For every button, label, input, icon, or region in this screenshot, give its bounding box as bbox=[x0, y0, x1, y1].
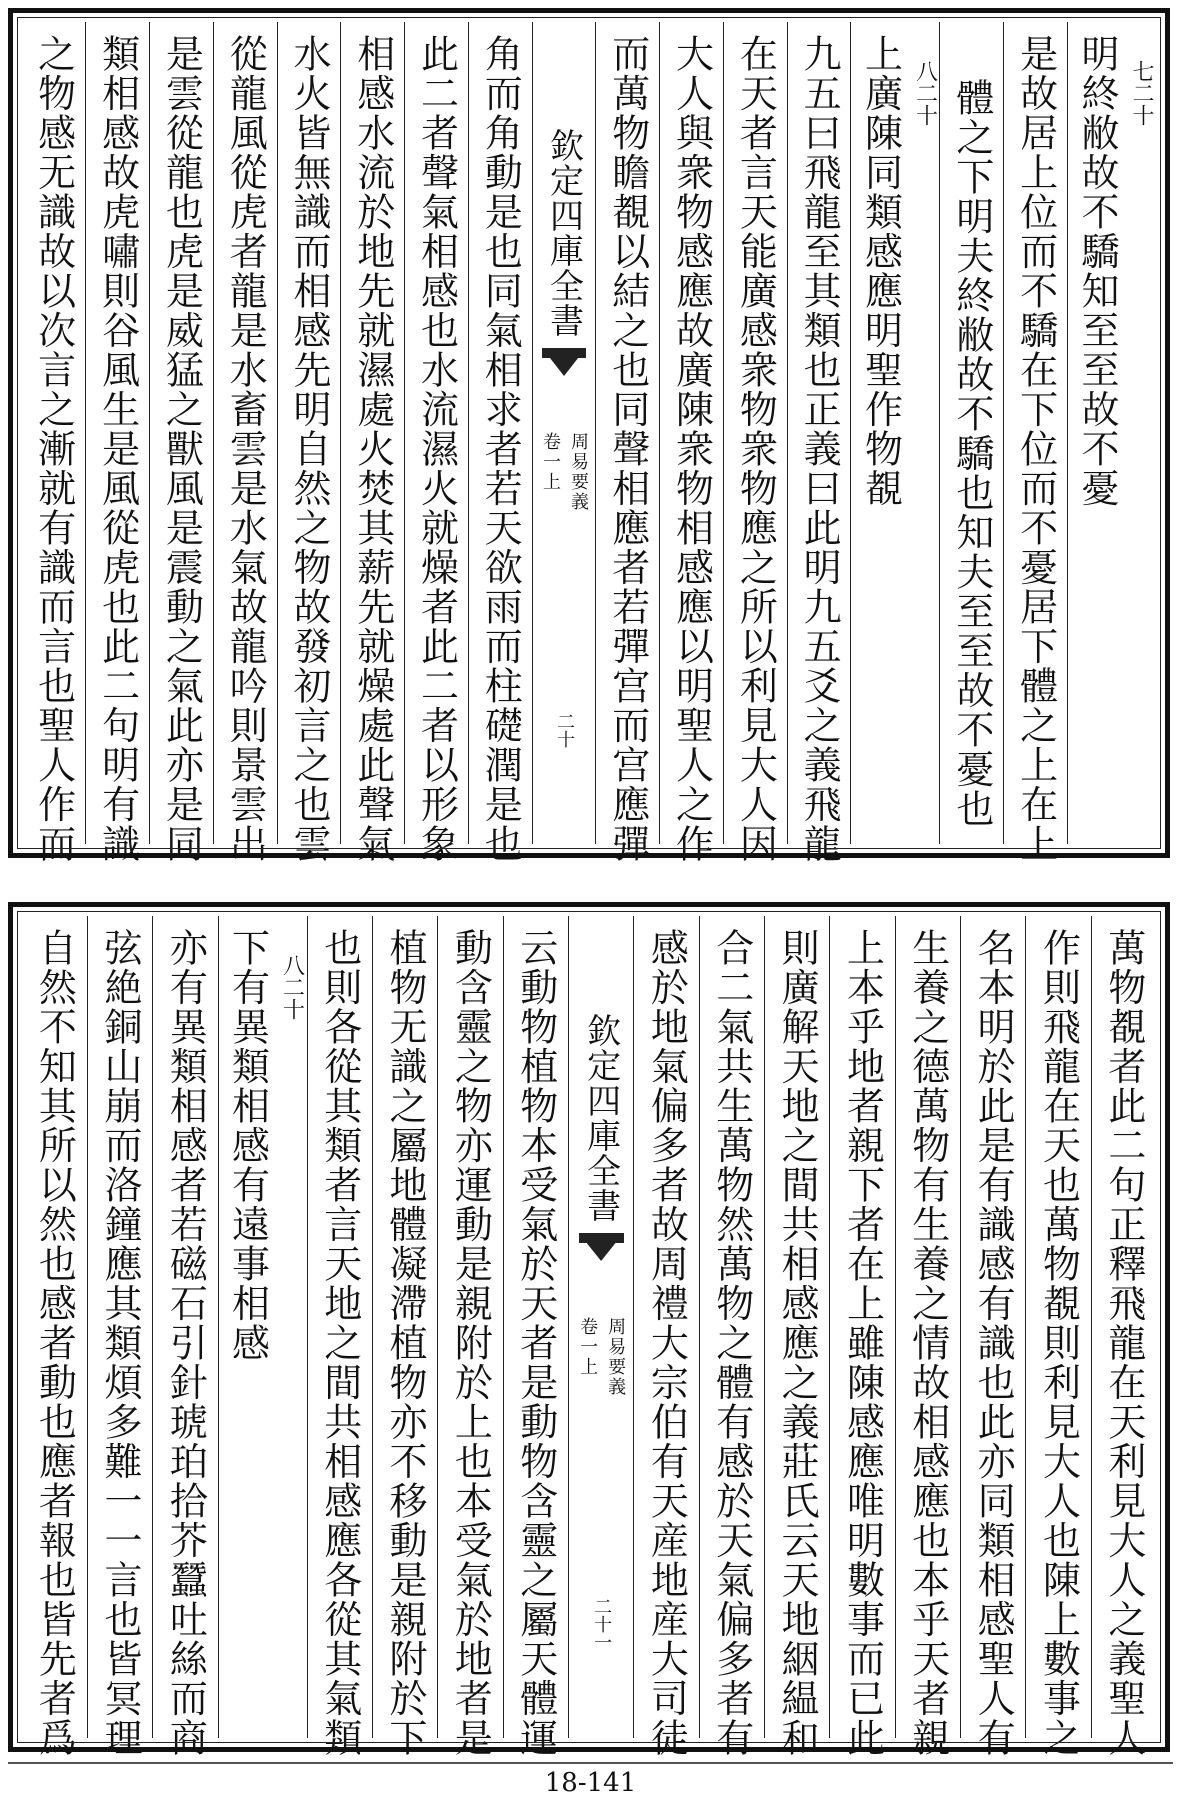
column-text: 動含靈之物亦運動是親附於上也本受氣於地者是 bbox=[448, 928, 493, 1758]
text-column bbox=[307, 916, 372, 1758]
column-text: 感於地氣偏多者故周禮大宗伯有天産地産大司徒 bbox=[644, 928, 689, 1758]
text-column bbox=[340, 22, 404, 864]
text-column bbox=[503, 916, 568, 1758]
column-text: 合二氣共生萬物然萬物之體有感於天氣偏多者有 bbox=[709, 928, 754, 1758]
text-column bbox=[829, 916, 894, 1758]
column-text: 則廣解天地之間共相感應之義莊氏云天地絪緼和 bbox=[775, 928, 820, 1758]
text-column bbox=[85, 22, 149, 864]
text-column bbox=[850, 22, 939, 844]
bottom-page bbox=[8, 902, 1170, 1758]
text-column bbox=[468, 22, 532, 864]
chapter-label-line: 卷一上 bbox=[577, 1317, 599, 1377]
column-text: 體之下明夫終敝故不驕也知夫至至故不憂也 bbox=[949, 78, 994, 829]
column-text: 是雲從龍也虎是威猛之獸風是震動之氣此亦是同 bbox=[159, 34, 204, 864]
column-text: 相感水流於地先就濕處火焚其薪先就燥處此聲氣 bbox=[350, 34, 395, 864]
chapter-label bbox=[574, 1317, 628, 1397]
text-column bbox=[1025, 916, 1090, 1758]
column-text: 名本明於此是有識感有識也此亦同類相感聖人有 bbox=[971, 928, 1016, 1758]
column-text: 在天者言天能廣感衆物衆物應之所以利見大人因 bbox=[733, 34, 778, 864]
text-column bbox=[22, 916, 87, 1758]
column-text: 大人與衆物感應故廣陳衆物相感應以明聖人之作 bbox=[669, 34, 714, 864]
column-text: 從龍風從虎者龍是水畜雲是水氣故龍吟則景雲出 bbox=[223, 34, 268, 864]
text-column bbox=[277, 22, 341, 864]
text-column bbox=[633, 916, 698, 1758]
text-column bbox=[1067, 22, 1156, 844]
text-column bbox=[404, 22, 468, 864]
text-column bbox=[659, 22, 723, 864]
column-text: 萬物覩者此二句正釋飛龍在天利見大人之義聖人 bbox=[1101, 928, 1146, 1758]
column-text: 亦有異類相感者若磁石引針琥珀拾芥蠶吐絲而商 bbox=[163, 928, 208, 1758]
text-column bbox=[149, 22, 213, 864]
text-column bbox=[699, 916, 764, 1758]
top-page-columns bbox=[22, 22, 1156, 864]
verse-number-note: 八二十 bbox=[912, 60, 938, 126]
folio-number: 二十一 bbox=[591, 1597, 613, 1651]
column-text: 下有異類相感有遠事相感 bbox=[225, 928, 270, 1363]
column-text: 而萬物瞻覩以結之也同聲相應者若彈宫而宫應彈 bbox=[605, 34, 650, 864]
folio-number: 二十 bbox=[554, 712, 576, 748]
column-text: 類相感故虎嘯則谷風生是風從虎也此二句明有識 bbox=[95, 34, 140, 864]
text-column bbox=[152, 916, 217, 1758]
chapter-label-line: 周易要義 bbox=[568, 432, 590, 512]
column-text: 植物无識之屬地體凝滯植物亦不移動是親附於下 bbox=[383, 928, 428, 1758]
text-column bbox=[787, 22, 851, 864]
text-column bbox=[213, 22, 277, 864]
column-text: 也則各從其類者言天地之間共相感應各從其氣類 bbox=[317, 928, 362, 1758]
column-text: 明終敝故不驕知至至故不憂 bbox=[1075, 34, 1119, 508]
fishtail-ornament-icon bbox=[579, 1233, 624, 1263]
chapter-label-line: 周易要義 bbox=[605, 1317, 627, 1397]
chapter-label-line: 卷一上 bbox=[540, 432, 562, 492]
verse-number-note: 八二十 bbox=[279, 954, 305, 1020]
center-fold-header bbox=[568, 916, 633, 1738]
column-text: 上廣陳同類感應明聖作物覩 bbox=[858, 34, 903, 508]
column-text: 水火皆無識而相感先明自然之物故發初言之也雲 bbox=[286, 34, 331, 864]
book-title: 欽定四庫全書 bbox=[580, 1013, 621, 1223]
column-text: 自然不知其所以然也感者動也應者報也皆先者爲 bbox=[32, 928, 77, 1758]
text-column bbox=[218, 916, 307, 1738]
text-column bbox=[1003, 22, 1067, 864]
text-column bbox=[960, 916, 1025, 1758]
column-text: 是故居上位而不驕在下位而不憂居下體之上在上 bbox=[1013, 34, 1058, 864]
text-column bbox=[437, 916, 502, 1758]
column-text: 之物感无識故以次言之漸就有識而言也聖人作而 bbox=[31, 34, 76, 864]
fishtail-ornament-icon bbox=[542, 348, 586, 378]
text-column bbox=[939, 22, 1003, 844]
column-text: 作則飛龍在天也萬物覩則利見大人也陳上數事之 bbox=[1036, 928, 1081, 1758]
book-title: 欽定四庫全書 bbox=[543, 128, 584, 338]
text-column bbox=[595, 22, 659, 864]
column-text: 九五曰飛龍至其類也正義曰此明九五爻之義飛龍 bbox=[797, 34, 842, 864]
chapter-label bbox=[537, 432, 591, 512]
text-column bbox=[372, 916, 437, 1758]
text-column bbox=[723, 22, 787, 864]
top-page bbox=[8, 8, 1170, 864]
verse-number-note: 七二十 bbox=[1129, 60, 1154, 126]
page-number: 18-141 bbox=[544, 1768, 637, 1798]
column-text: 角而角動是也同氣相求者若天欲雨而柱礎潤是也 bbox=[478, 34, 523, 864]
text-column bbox=[1091, 916, 1156, 1758]
center-fold-header bbox=[532, 22, 596, 844]
column-text: 弦絶銅山崩而洛鐘應其類煩多難一一言也皆冥理 bbox=[98, 928, 143, 1758]
text-column bbox=[895, 916, 960, 1758]
column-text: 云動物植物本受氣於天者是動物含靈之屬天體運 bbox=[513, 928, 558, 1758]
footer-rule bbox=[8, 1762, 1173, 1764]
column-text: 上本乎地者親下者在上雖陳感應唯明數事而已此 bbox=[840, 928, 885, 1758]
column-text: 此二者聲氣相感也水流濕火就燥者此二者以形象 bbox=[414, 34, 459, 864]
column-text: 生養之德萬物有生養之情故相感應也本乎天者親 bbox=[905, 928, 950, 1758]
bottom-page-columns bbox=[22, 916, 1156, 1758]
text-column bbox=[764, 916, 829, 1758]
text-column bbox=[87, 916, 152, 1758]
text-column bbox=[22, 22, 85, 864]
